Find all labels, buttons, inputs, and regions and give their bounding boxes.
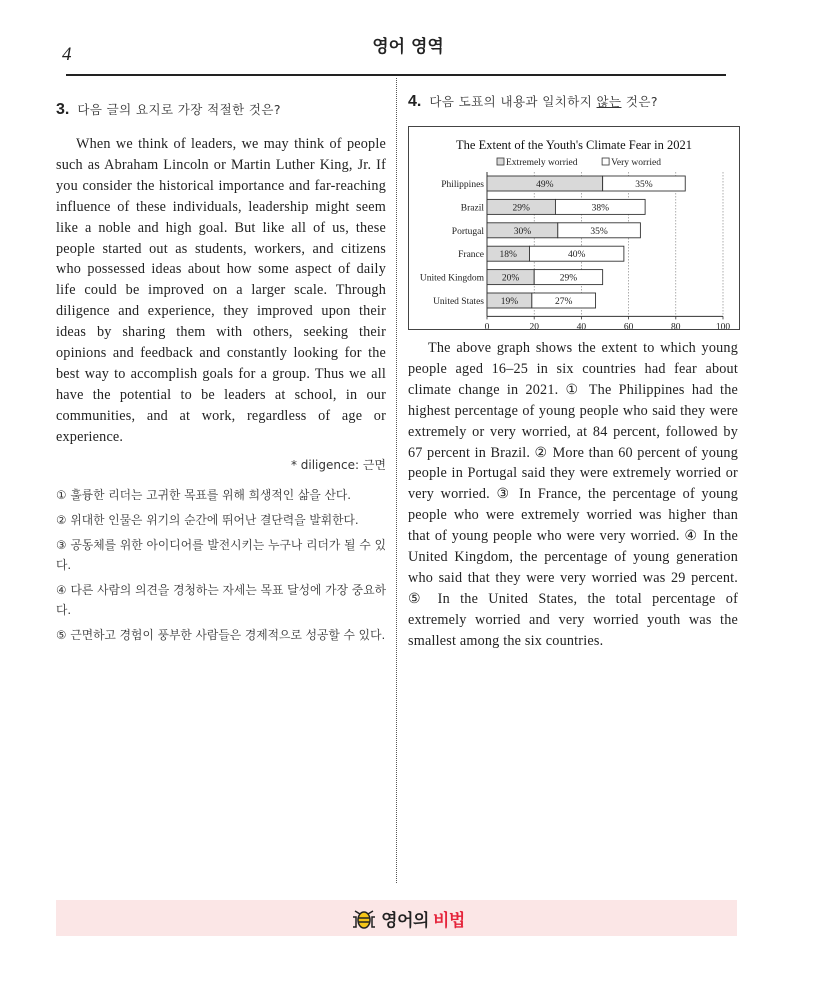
data-label: 38% (591, 203, 609, 214)
question-4-passage: The above graph shows the extent to which young people aged 16–25 in six countries had fear about climate change in 2021. ① The Philippines had the highest percentage of young people who said they were extremely or very worried, at 84 percent, followed by 67 percent in Brazil. ② More than 60 percent of young people in Portugal said they were extremely worried or very worried. ③ In France, the percentage of young people who were extremely worried was higher than that of young people who were very worried. ④ In the United Kingdom, the percentage of young generation who said that they were very worried was 29 percent. ⑤ In the United States, the total percentage of extremely worried and very worried youth was the smallest among the six countries. (408, 340, 738, 649)
x-tick-label: 80 (671, 322, 681, 329)
data-label: 29% (559, 273, 578, 284)
logo-text-part2: 비법 (432, 910, 465, 931)
x-tick-label: 100 (715, 322, 731, 329)
legend-swatch (602, 158, 609, 165)
page-title: 영어 영역 (372, 37, 444, 57)
chart-title: The Extent of the Youth's Climate Fear in 2021 (456, 138, 692, 152)
choice-4[interactable]: ④ 다른 사람의 의견을 경청하는 자세는 목표 달성에 가장 중요하다. (56, 582, 386, 617)
data-label: 29% (512, 203, 530, 214)
choice-5[interactable]: ⑤ 근면하고 경험이 풍부한 사람들은 경제적으로 성공할 수 있다. (56, 627, 386, 642)
x-tick-label: 0 (484, 322, 490, 329)
category-label: United Kingdom (419, 273, 484, 284)
category-label: Portugal (451, 226, 484, 237)
question-3-passage: When we think of leaders, we may think of people such as Abraham Lincoln or Martin Luther King, Jr. If you consider the historical importance and far-reaching influence of these individuals, leadership might seem like a noble and high goal. But like all of us, these people started out as students, workers, and citizens who possessed ideas about how some aspect of daily life could be improved on a larger scale. Through diligence and experience, they improved upon their ideas by sharing them with others, seeking their opinions and feedback and constantly looking for the best way to accomplish goals for a group. Thus we all have the potential to be leaders at school, in our communities, and at work, regardless of age or experience. (56, 136, 386, 445)
page-number: 4 (62, 44, 72, 65)
choice-3[interactable]: ③ 공동체를 위한 아이디어를 발전시키는 누구나 리더가 될 수 있다. (56, 537, 386, 572)
logo-text-part1: 영어의 (381, 910, 429, 931)
data-label: 40% (567, 250, 586, 261)
legend-label: Extremely worried (506, 158, 578, 168)
question-4-number: 4. (408, 93, 422, 110)
x-tick-label: 40 (576, 322, 587, 329)
legend-swatch (497, 158, 504, 165)
data-label: 20% (501, 273, 520, 284)
climate-fear-chart (408, 126, 740, 330)
question-4-stem-emphasis: 않는 (596, 94, 622, 109)
x-tick-label: 20 (529, 322, 539, 329)
question-4-stem-start: 다음 도표의 내용과 일치하지 (429, 94, 597, 109)
question-3-stem: 다음 글의 요지로 가장 적절한 것은? (77, 102, 281, 117)
column-divider (396, 78, 397, 883)
data-label: 19% (500, 297, 519, 307)
question-4-stem-end: 것은? (621, 94, 658, 109)
data-label: 49% (536, 180, 554, 190)
question-3-footnote: * diligence: 근면 (290, 457, 386, 472)
legend-label: Very worried (611, 158, 661, 168)
category-label: Brazil (460, 203, 484, 214)
bee-icon (351, 905, 377, 931)
data-label: 27% (554, 297, 573, 307)
category-label: France (458, 250, 484, 261)
data-label: 35% (590, 226, 608, 237)
category-label: Philippines (441, 180, 484, 190)
category-label: United States (433, 297, 484, 307)
header-divider (66, 74, 726, 76)
choice-1[interactable]: ① 훌륭한 리더는 고귀한 목표를 위해 희생적인 삶을 산다. (56, 487, 352, 502)
question-4 (408, 92, 738, 652)
question-4-header (408, 92, 738, 111)
question-4-stem (429, 92, 658, 110)
data-label: 35% (635, 180, 653, 190)
data-label: 18% (499, 250, 517, 261)
choice-2[interactable]: ② 위대한 인물은 위기의 순간에 뛰어난 결단력을 발휘한다. (56, 512, 359, 527)
question-3 (56, 100, 386, 650)
brand-logo (0, 903, 816, 933)
question-3-choices (56, 485, 386, 645)
x-tick-label: 60 (623, 322, 634, 329)
question-3-header (56, 100, 386, 119)
question-3-number: 3. (56, 101, 70, 118)
chart-svg (409, 127, 739, 329)
data-label: 30% (513, 226, 532, 237)
